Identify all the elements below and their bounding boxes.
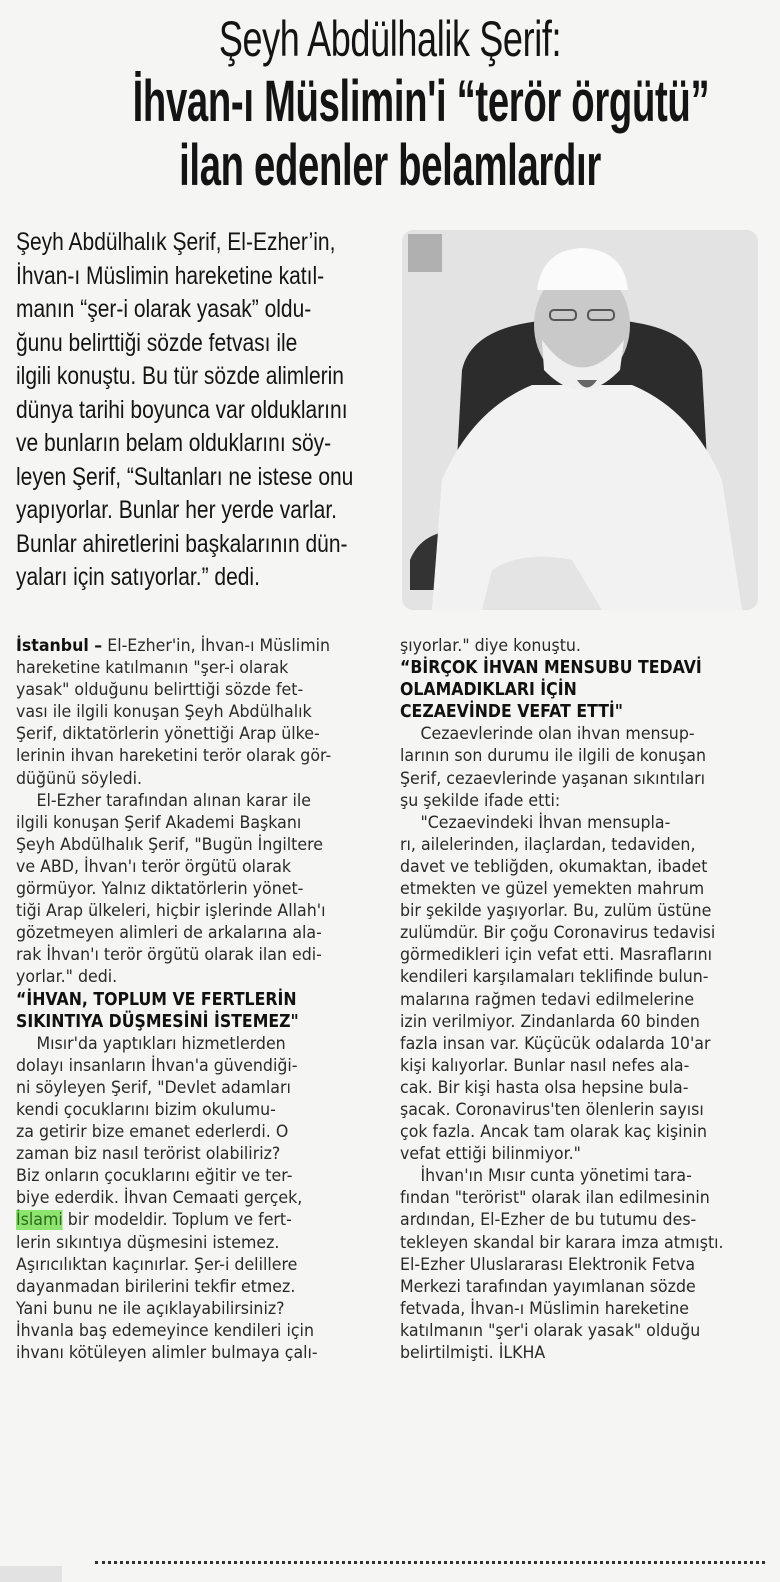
paragraph-line: El-Ezher tarafından alınan karar ile — [36, 790, 311, 811]
paragraph-line: fetvada, İhvan-ı Müslimin hareketine — [400, 1298, 689, 1319]
paragraph-line: vefat ettiği bilinmiyor." — [400, 1144, 581, 1165]
paragraph-text: El-Ezher'in, İhvan-ı Müslimin — [102, 636, 331, 656]
paragraph-line: tiği Arap ülkeleri, hiçbir işlerinde Allah'ı — [16, 901, 326, 922]
paragraph-line: izin verilmiyor. Zindanlarda 60 binden — [400, 1011, 700, 1032]
paragraph-line: yasak" olduğunu belirttiği sözde fet- — [16, 680, 304, 701]
lead-line: ğunu belirttiği sözde fetvası ile — [16, 328, 298, 357]
paragraph-line: belirtilmişti. İLKHA — [400, 1343, 546, 1363]
paragraph-line: fazla insan var. Küçücük odalarda 10'ar — [400, 1033, 711, 1054]
lead-line: yaları için satıyorlar.” dedi. — [16, 563, 260, 591]
paragraph-line: larının son durumu ile ilgili de konuşan — [400, 746, 707, 767]
paragraph-line: fından "terörist" olarak ilan edilmesinin — [400, 1188, 710, 1209]
footer-divider — [95, 1561, 765, 1564]
portrait-image — [402, 230, 758, 610]
paragraph-line: ardından, El-Ezher de bu tutumu des- — [400, 1210, 697, 1231]
lead-line: ilgili konuştu. Bu tür sözde alimlerin — [16, 362, 344, 390]
subheading-line: “İHVAN, TOPLUM VE FERTLERİN — [16, 989, 297, 1010]
subheading-line: CEZAEVİNDE VEFAT ETTİ" — [400, 702, 624, 723]
paragraph-text: bir modeldir. Toplum ve fert- — [62, 1210, 292, 1231]
paragraph-line: Şerif, diktatörlerin yönettiği Arap ülke- — [16, 724, 320, 745]
paragraph-line: bir şekilde yaşıyorlar. Bu, zulüm üstüne — [400, 901, 712, 922]
lead-line: Şeyh Abdülhalık Şerif, El-Ezher’in, — [16, 228, 336, 256]
paragraph-line: kendi çocuklarını bizim okulumu- — [16, 1099, 276, 1120]
highlighted-word: İslami — [16, 1210, 63, 1231]
paragraph-line: cak. Bir kişi hasta olsa hepsine bula- — [400, 1077, 689, 1098]
lead-line: leyen Şerif, “Sultanları ne istese onu — [16, 462, 354, 491]
column-1 — [16, 635, 388, 1364]
paragraph-line: malarına rağmen tedavi edilmelerine — [400, 989, 695, 1010]
paragraph-line: biye ederdik. İhvan Cemaati gerçek, — [16, 1188, 303, 1209]
paragraph-line: şıyorlar." diye konuştu. — [400, 636, 581, 656]
article-headline — [0, 8, 780, 198]
paragraph-line: katılmanın "şer'i olarak yasak" olduğu — [400, 1320, 701, 1341]
paragraph-line: görmedikleri için vefat etti. Masraflarını — [400, 945, 713, 966]
lead-line: ve bunların belam olduklarını söy- — [16, 429, 332, 457]
paragraph-line: çok fazla. Ancak tam olarak kaç kişinin — [400, 1122, 707, 1143]
paragraph-line: gözetmeyen alimleri de arkalarına ala- — [16, 923, 322, 944]
paragraph-line: Biz onların çocuklarını eğitir ve ter- — [16, 1166, 293, 1187]
paragraph-line: zulümdür. Bir çoğu Coronavirus tedavisi — [400, 923, 716, 944]
paragraph-line: kişi kalıyorlar. Bunlar nasıl nefes ala- — [400, 1055, 690, 1076]
lead-line: Bunlar ahiretlerini başkalarının dün- — [16, 529, 348, 558]
paragraph-line: ilgili konuşan Şerif Akademi Başkanı — [16, 812, 302, 833]
paragraph-line: yorlar." dedi. — [16, 967, 118, 988]
lead-line: İhvan-ı Müslimin hareketine katıl- — [16, 261, 325, 290]
paragraph-line: İhvanla baş edemeyince kendileri için — [16, 1320, 314, 1341]
headline-line-3: ilan edenler belamlardır — [179, 133, 601, 198]
paragraph-line: davet ve tebliğden, okumaktan, ibadet — [400, 856, 708, 877]
dateline: İstanbul – — [16, 636, 103, 656]
paragraph-line: "Cezaevindeki İhvan mensupla- — [420, 812, 671, 833]
subheading-line: “BİRÇOK İHVAN MENSUBU TEDAVİ — [400, 658, 702, 679]
paragraph-line: dolayı insanların İhvan'a güvendiği- — [16, 1055, 298, 1076]
paragraph-line: Aşırıcılıktan kaçınırlar. Şer-i delillere — [16, 1254, 298, 1275]
paragraph-line: dayanmadan birilerini tekfir etmez. — [16, 1276, 296, 1297]
paragraph-line: etmekten ve güzel yemekten mahrum — [400, 879, 705, 900]
paragraph-line: lerinin ihvan hareketini terör olarak gör- — [16, 746, 332, 767]
paragraph-line: kendileri karşılamaları teklifinde bulun- — [400, 967, 709, 988]
paragraph-line: Şerif, cezaevlerinde yaşanan sıkıntıları — [400, 768, 706, 789]
column-2 — [400, 635, 772, 1364]
lead-line: manın “şer-i olarak yasak” oldu- — [16, 295, 312, 323]
lead-line: yapıyorlar. Bunlar her yerde varlar. — [16, 496, 337, 524]
paragraph-line: vası ile ilgili konuşan Şeyh Abdülhalık — [16, 702, 312, 723]
paragraph-line: düğünü söyledi. — [16, 768, 143, 789]
paragraph-line: ve ABD, İhvan'ı terör örgütü olarak — [16, 856, 292, 877]
paragraph-line: İhvan'ın Mısır cunta yönetimi tara- — [420, 1166, 692, 1187]
subheading-line: OLAMADIKLARI İÇİN — [400, 680, 577, 701]
paragraph-line: Mısır'da yaptıkları hizmetlerden — [36, 1033, 286, 1054]
lead-paragraph — [16, 226, 388, 595]
paragraph-line: Merkezi tarafından yayımlanan sözde — [400, 1276, 696, 1297]
paragraph-line: lerin sıkıntıya düşmesini istemez. — [16, 1232, 280, 1253]
subheading-line: SIKINTIYA DÜŞMESİNİ İSTEMEZ" — [16, 1011, 299, 1032]
paragraph-line: ihvanı kötüleyen alimler bulmaya çalı- — [16, 1343, 318, 1363]
paragraph-line: El-Ezher Uluslararası Elektronik Fetva — [400, 1254, 696, 1275]
paragraph-line: hareketine katılmanın "şer-i olarak — [16, 658, 289, 679]
paragraph-line: ni söyleyen Şerif, "Devlet adamları — [16, 1077, 291, 1098]
paragraph-line: za getirir bize emanet ederlerdi. O — [16, 1122, 289, 1143]
paragraph-line: Yani bunu ne ile açıklayabilirsiniz? — [16, 1298, 285, 1319]
paragraph-line: Cezaevlerinde olan ihvan mensup- — [420, 724, 695, 745]
paragraph-line — [16, 1209, 362, 1231]
paragraph-line: rı, ailelerinden, ilaçlardan, tedaviden, — [400, 834, 696, 855]
headline-line-2: İhvan-ı Müslimin'i “terör örgütü” — [132, 69, 710, 134]
paragraph-line — [16, 635, 362, 657]
paragraph-line: tekleyen skandal bir karara imza atmıştı. — [400, 1232, 724, 1253]
paragraph-line: Şeyh Abdülhalık Şerif, "Bugün İngiltere — [16, 834, 323, 855]
page-corner — [0, 1566, 62, 1582]
paragraph-line: görmüyor. Yalnız diktatörlerin yönet- — [16, 879, 304, 900]
paragraph-line: rak İhvan'ı terör örgütü olarak ilan edi- — [16, 945, 322, 966]
portrait-photo — [402, 230, 758, 610]
lead-line: dünya tarihi boyunca var olduklarını — [16, 395, 348, 424]
paragraph-line: şacak. Coronavirus'ten ölenlerin sayısı — [400, 1099, 704, 1120]
paragraph-line: zaman biz nasıl terörist olabiliriz? — [16, 1144, 281, 1165]
paragraph-line: şu şekilde ifade etti: — [400, 790, 561, 811]
headline-line-1: Şeyh Abdülhalik Şerif: — [218, 11, 562, 67]
